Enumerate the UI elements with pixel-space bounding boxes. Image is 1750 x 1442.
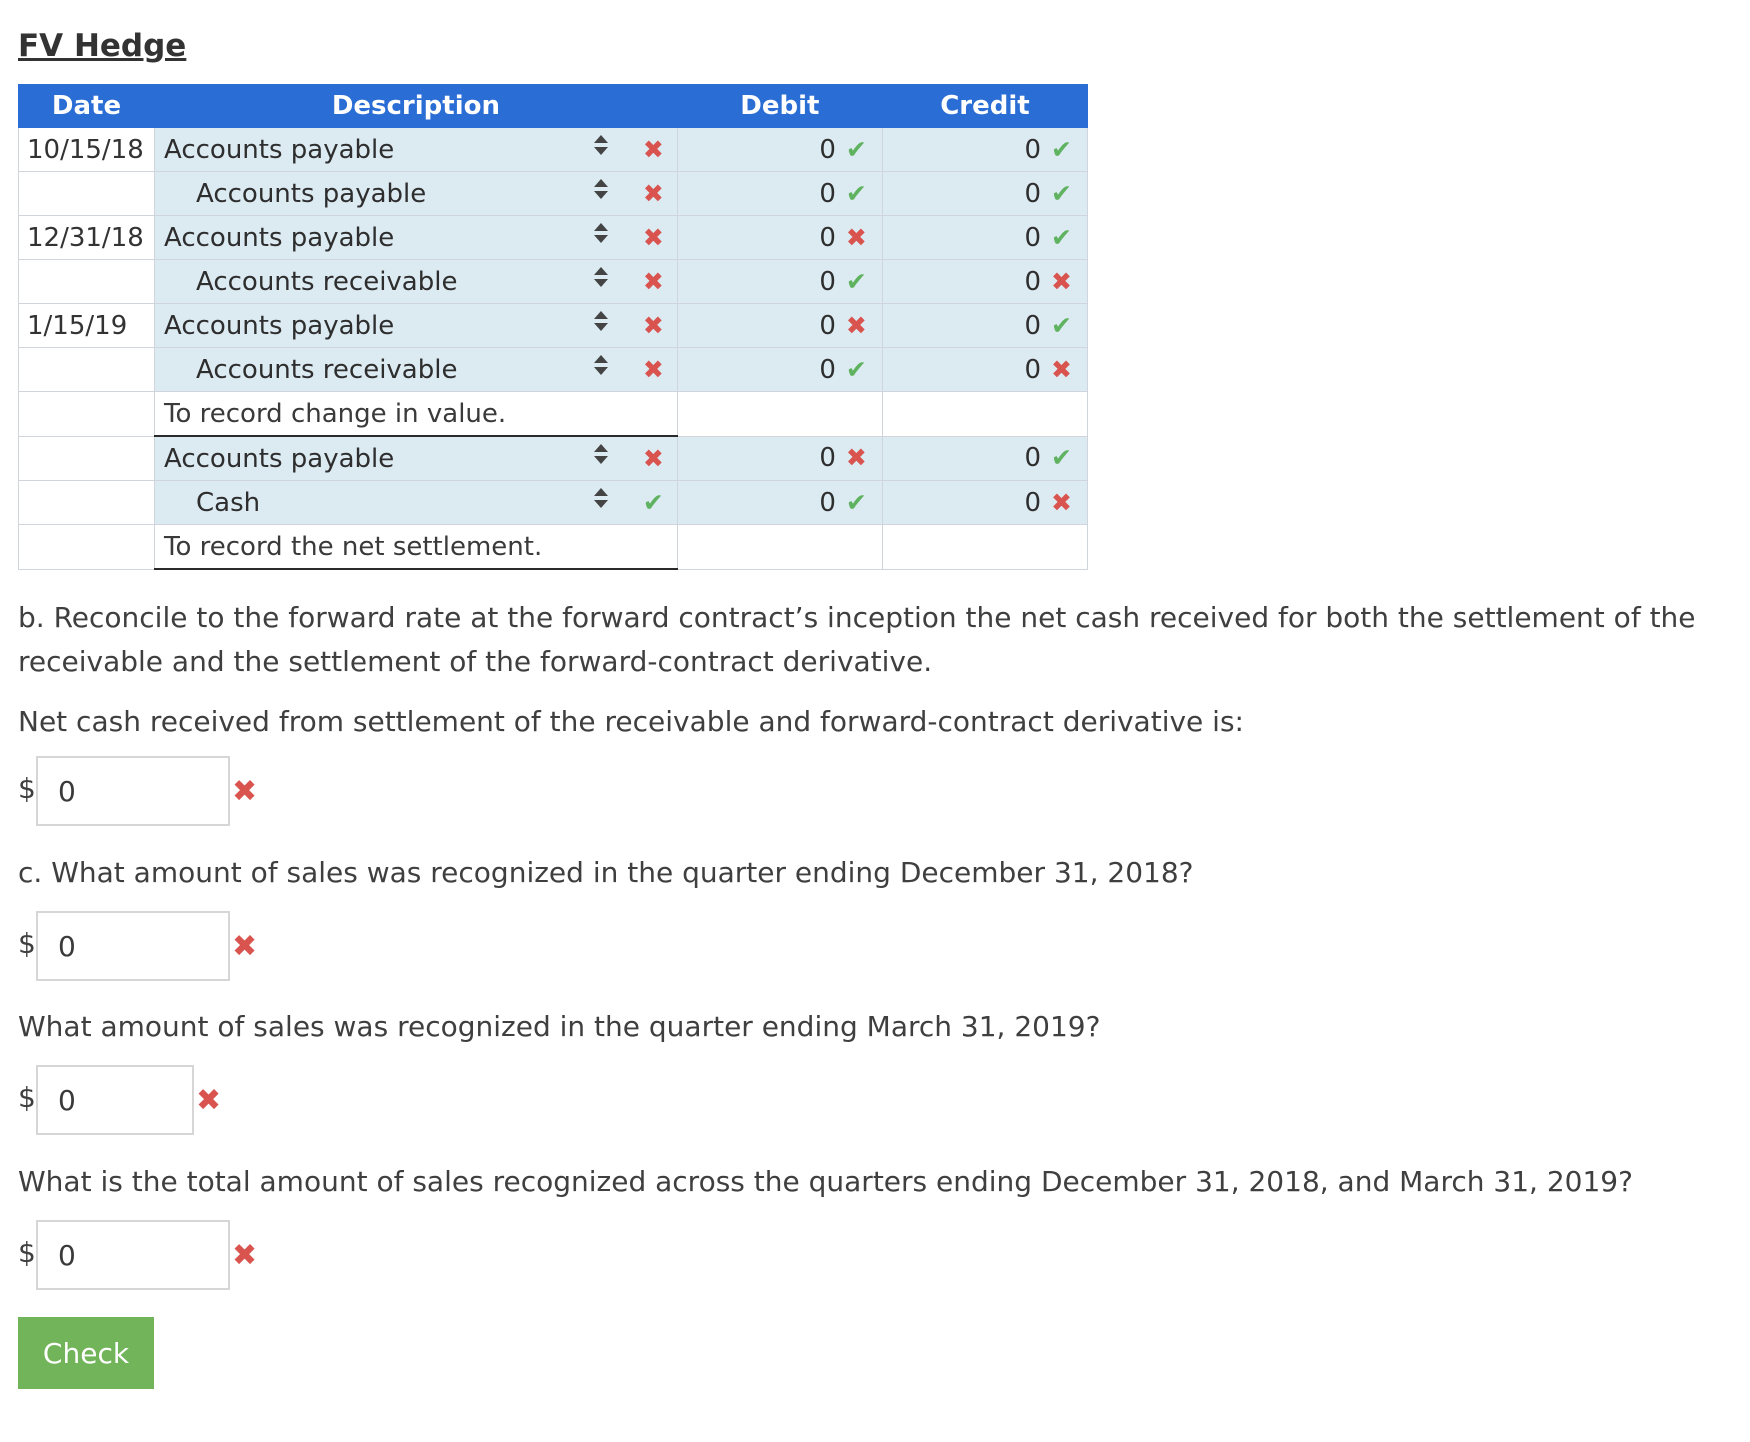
up-down-arrows-icon[interactable] bbox=[593, 450, 609, 469]
table-row bbox=[19, 172, 1088, 216]
credit-header: Credit bbox=[882, 85, 1087, 128]
currency-symbol: $ bbox=[18, 1236, 36, 1269]
account-name: Accounts payable bbox=[155, 172, 532, 216]
credit-input[interactable]: 0 ✔ bbox=[882, 436, 1087, 481]
correct-icon: ✔ bbox=[845, 354, 867, 384]
empty-cell bbox=[677, 392, 882, 437]
question-b-prompt: b. Reconcile to the forward rate at the forward contract’s inception the net cash received for both the settlement of the receivable and the settlement of the forward-contract derivative. bbox=[18, 601, 1696, 678]
table-row bbox=[19, 260, 1088, 304]
credit-input[interactable]: 0 ✔ bbox=[882, 128, 1087, 172]
up-down-arrows-icon bbox=[593, 310, 609, 332]
sales-mar-2019-input[interactable] bbox=[36, 1065, 194, 1135]
date-cell: 12/31/18 bbox=[19, 216, 155, 260]
table-row bbox=[19, 304, 1088, 348]
empty-cell bbox=[882, 525, 1087, 570]
debit-input[interactable]: 0 ✔ bbox=[677, 260, 882, 304]
up-down-arrows-icon bbox=[593, 134, 609, 156]
up-down-arrows-icon[interactable] bbox=[593, 185, 609, 204]
date-header: Date bbox=[19, 85, 155, 128]
correct-icon: ✔ bbox=[845, 266, 867, 296]
debit-input[interactable]: 0 ✔ bbox=[677, 128, 882, 172]
incorrect-icon: ✖ bbox=[642, 355, 664, 384]
journal-entry-table bbox=[18, 84, 1088, 570]
account-name: Accounts payable bbox=[155, 216, 532, 260]
net-cash-input[interactable] bbox=[36, 756, 230, 826]
date-cell: 10/15/18 bbox=[19, 128, 155, 172]
correct-icon: ✔ bbox=[1051, 134, 1072, 164]
currency-symbol: $ bbox=[18, 1081, 36, 1114]
debit-input[interactable]: 0 ✔ bbox=[677, 348, 882, 392]
table-row bbox=[19, 216, 1088, 260]
incorrect-icon: ✖ bbox=[642, 311, 664, 340]
account-select[interactable] bbox=[532, 481, 678, 525]
question-c3-prompt: What is the total amount of sales recognized across the quarters ending December 31, 2018, and March 31, 2019? bbox=[18, 1165, 1633, 1198]
up-down-arrows-icon[interactable] bbox=[593, 494, 609, 513]
debit-input[interactable]: 0 ✖ bbox=[677, 436, 882, 481]
account-name: Accounts receivable bbox=[155, 260, 532, 304]
correct-icon: ✔ bbox=[845, 178, 867, 208]
question-c2-prompt: What amount of sales was recognized in the quarter ending March 31, 2019? bbox=[18, 1010, 1101, 1043]
incorrect-icon: ✖ bbox=[196, 1083, 222, 1118]
date-cell bbox=[19, 481, 155, 525]
account-select[interactable] bbox=[532, 348, 678, 392]
empty-cell bbox=[19, 392, 155, 437]
up-down-arrows-icon bbox=[593, 443, 609, 465]
incorrect-icon: ✖ bbox=[232, 1238, 258, 1273]
incorrect-icon: ✖ bbox=[1051, 487, 1072, 517]
incorrect-icon: ✖ bbox=[642, 223, 664, 252]
check-button[interactable]: Check bbox=[18, 1317, 154, 1389]
incorrect-icon: ✖ bbox=[642, 135, 664, 164]
date-cell bbox=[19, 260, 155, 304]
up-down-arrows-icon[interactable] bbox=[593, 273, 609, 292]
account-select[interactable] bbox=[532, 304, 678, 348]
account-name: Accounts payable bbox=[155, 128, 532, 172]
date-cell bbox=[19, 172, 155, 216]
memo-text[interactable]: To record change in value. bbox=[155, 392, 678, 437]
correct-icon: ✔ bbox=[642, 488, 664, 517]
up-down-arrows-icon[interactable] bbox=[593, 229, 609, 248]
empty-cell bbox=[677, 525, 882, 570]
table-header-row bbox=[19, 85, 1088, 128]
correct-icon: ✔ bbox=[1051, 222, 1072, 252]
incorrect-icon: ✖ bbox=[642, 444, 664, 473]
question-b-label: Net cash received from settlement of the receivable and forward-contract derivative is: bbox=[18, 705, 1244, 738]
credit-input[interactable]: 0 ✖ bbox=[882, 348, 1087, 392]
incorrect-icon: ✖ bbox=[1051, 354, 1072, 384]
account-select[interactable] bbox=[532, 436, 678, 481]
up-down-arrows-icon bbox=[593, 178, 609, 200]
incorrect-icon: ✖ bbox=[845, 222, 867, 252]
up-down-arrows-icon bbox=[593, 222, 609, 244]
currency-symbol: $ bbox=[18, 927, 36, 960]
incorrect-icon: ✖ bbox=[232, 929, 258, 964]
table-row bbox=[19, 481, 1088, 525]
credit-input[interactable]: 0 ✔ bbox=[882, 304, 1087, 348]
up-down-arrows-icon bbox=[593, 266, 609, 288]
debit-input[interactable]: 0 ✖ bbox=[677, 304, 882, 348]
question-c-prompt: c. What amount of sales was recognized in the quarter ending December 31, 2018? bbox=[18, 856, 1194, 889]
account-select[interactable] bbox=[532, 260, 678, 304]
correct-icon: ✔ bbox=[845, 134, 867, 164]
account-name: Cash bbox=[155, 481, 532, 525]
correct-icon: ✔ bbox=[1051, 443, 1072, 473]
account-name: Accounts payable bbox=[155, 304, 532, 348]
up-down-arrows-icon[interactable] bbox=[593, 317, 609, 336]
description-header: Description bbox=[155, 85, 678, 128]
empty-cell bbox=[882, 392, 1087, 437]
table-row bbox=[19, 436, 1088, 481]
credit-input[interactable]: 0 ✔ bbox=[882, 216, 1087, 260]
table-row bbox=[19, 348, 1088, 392]
memo-text[interactable]: To record the net settlement. bbox=[155, 525, 678, 570]
account-name: Accounts payable bbox=[155, 436, 532, 481]
correct-icon: ✔ bbox=[1051, 178, 1072, 208]
empty-cell bbox=[19, 525, 155, 570]
incorrect-icon: ✖ bbox=[1051, 266, 1072, 296]
incorrect-icon: ✖ bbox=[845, 310, 867, 340]
incorrect-icon: ✖ bbox=[642, 179, 664, 208]
page-title: FV Hedge bbox=[18, 28, 187, 64]
debit-input[interactable]: 0 ✔ bbox=[677, 172, 882, 216]
credit-input[interactable]: 0 ✖ bbox=[882, 260, 1087, 304]
date-cell bbox=[19, 348, 155, 392]
up-down-arrows-icon[interactable] bbox=[593, 361, 609, 380]
debit-input[interactable]: 0 ✔ bbox=[677, 481, 882, 525]
currency-symbol: $ bbox=[18, 772, 36, 805]
table-row bbox=[19, 128, 1088, 172]
up-down-arrows-icon[interactable] bbox=[593, 141, 609, 160]
table-row bbox=[19, 392, 1088, 437]
account-select[interactable] bbox=[532, 216, 678, 260]
debit-input[interactable]: 0 ✖ bbox=[677, 216, 882, 260]
correct-icon: ✔ bbox=[845, 487, 867, 517]
total-sales-input[interactable] bbox=[36, 1220, 230, 1290]
correct-icon: ✔ bbox=[1051, 310, 1072, 340]
credit-input[interactable]: 0 ✔ bbox=[882, 172, 1087, 216]
date-cell: 1/15/19 bbox=[19, 304, 155, 348]
up-down-arrows-icon bbox=[593, 354, 609, 376]
credit-input[interactable]: 0 ✖ bbox=[882, 481, 1087, 525]
incorrect-icon: ✖ bbox=[845, 443, 867, 473]
up-down-arrows-icon bbox=[593, 487, 609, 509]
incorrect-icon: ✖ bbox=[232, 774, 258, 809]
account-select[interactable] bbox=[532, 172, 678, 216]
account-select[interactable] bbox=[532, 128, 678, 172]
account-name: Accounts receivable bbox=[155, 348, 532, 392]
sales-dec-2018-input[interactable] bbox=[36, 911, 230, 981]
date-cell bbox=[19, 436, 155, 481]
table-row bbox=[19, 525, 1088, 570]
debit-header: Debit bbox=[677, 85, 882, 128]
incorrect-icon: ✖ bbox=[642, 267, 664, 296]
